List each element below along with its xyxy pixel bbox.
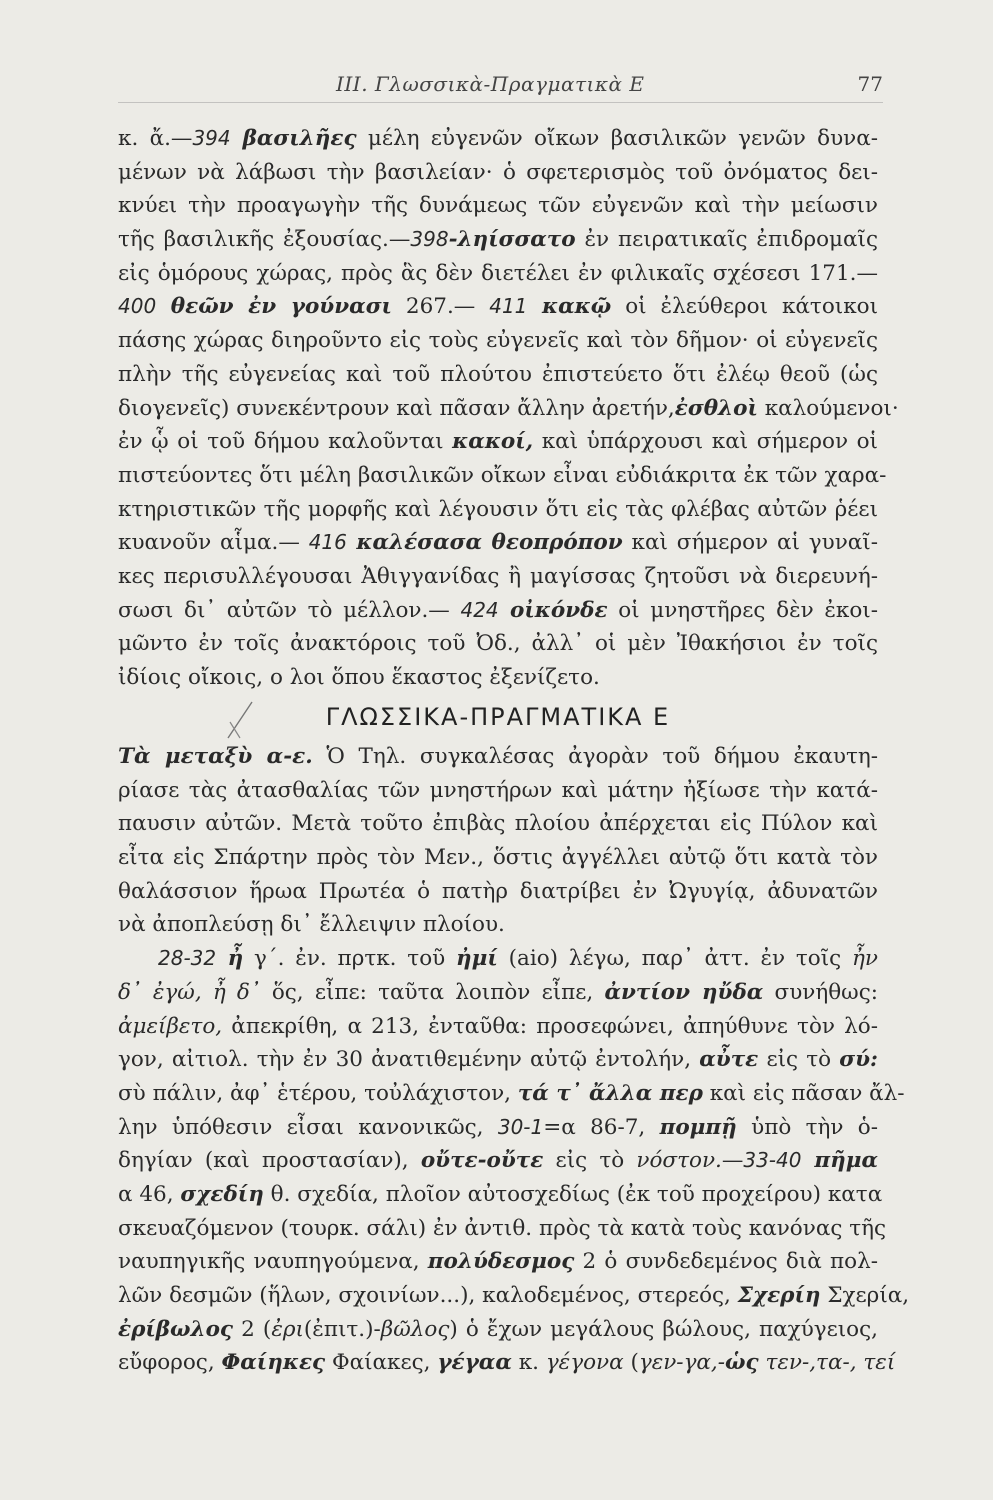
text-line bbox=[118, 1178, 883, 1212]
text-line bbox=[118, 774, 878, 808]
quoted-word: ἀμείβετο, bbox=[118, 1013, 223, 1039]
text-line bbox=[118, 459, 887, 493]
text-run: εὔφορος, bbox=[118, 1350, 222, 1376]
verse-number: 398 bbox=[410, 227, 449, 252]
text-run: οἱ ἐλεύθεροι κάτοικοι bbox=[611, 294, 879, 320]
text-line bbox=[118, 594, 878, 628]
text-line bbox=[118, 1010, 878, 1044]
text-run: κες περισυλλέγουσαι Ἀθιγγανίδας ἢ μαγίσσας ζητοῦσι νὰ διερευνή- bbox=[118, 563, 878, 589]
quoted-word: ἐρι bbox=[271, 1316, 304, 1342]
verse-number: 411 bbox=[489, 294, 528, 319]
verse-number: 424 bbox=[460, 597, 499, 622]
lemma: καλέσασα θεοπρόπον bbox=[346, 530, 623, 556]
text-run: ἐν ᾧ οἱ τοῦ δήμου καλοῦνται bbox=[118, 429, 453, 455]
text-line bbox=[118, 358, 878, 392]
text-line bbox=[118, 1043, 878, 1077]
text-run: σὺ πάλιν, ἀφ᾽ ἑτέρου, τοὐλάχιστον, bbox=[118, 1080, 518, 1106]
section-heading-text: ΓΛΩΣΣΙΚΑ-ΠΡΑΓΜΑΤΙΚΑ Ε bbox=[325, 703, 671, 731]
page-number: 77 bbox=[857, 72, 883, 96]
text-run: Ὁ Τηλ. συγκαλέσας ἀγορὰν τοῦ δήμου ἐκαυτη- bbox=[312, 744, 879, 769]
verse-number: 28-32 bbox=[158, 946, 217, 971]
header-title: III. Γλωσσικὰ-Πραγματικὰ Ε bbox=[336, 72, 645, 96]
text-run: θ. σχεδία, πλοῖον αὐτοσχεδίως (ἐκ τοῦ προχείρου) κατα bbox=[263, 1181, 883, 1207]
text-run: μῶντο ἐν τοῖς ἀνακτόροις τοῦ Ὀδ., ἀλλ᾽ οἱ μὲν Ἰθακήσιοι ἐν τοῖς bbox=[118, 631, 878, 657]
text-line bbox=[118, 290, 878, 324]
lemma: πομπῇ bbox=[659, 1114, 737, 1140]
text-line bbox=[118, 908, 878, 942]
text-line bbox=[118, 942, 878, 976]
text-line bbox=[118, 223, 878, 257]
lemma: Τὰ μεταξὺ α-ε. bbox=[118, 744, 313, 769]
lemma: κακῷ bbox=[527, 294, 612, 320]
header-rule bbox=[118, 102, 883, 103]
text-run: γον, αἰτιολ. τὴν ἐν 30 ἀνατιθεμένην αὐτῷ ἐντολήν, bbox=[118, 1047, 700, 1073]
text-run: συνήθως: bbox=[763, 979, 879, 1005]
text-run: καλούμενοι· bbox=[757, 395, 899, 421]
verse-number: 400 bbox=[118, 294, 157, 319]
text-line bbox=[118, 1144, 878, 1178]
text-run: γ΄. ἐν. πρτκ. τοῦ bbox=[243, 946, 457, 972]
verse-number: 416 bbox=[308, 530, 347, 555]
quoted-word: γέγονα bbox=[545, 1350, 624, 1376]
text-line bbox=[118, 740, 878, 774]
text-run: κ. ἄ.— bbox=[118, 126, 193, 151]
text-line bbox=[118, 526, 878, 560]
text-run: λῶν δεσμῶν (ἥλων, σχοινίων...), καλοδεμένος, στερεός, bbox=[118, 1283, 738, 1308]
text-run: εἶτα εἰς Σπάρτην πρὸς τὸν Μεν., ὅστις ἀγγέλλει αὐτῷ ὅτι κατὰ τὸν bbox=[118, 845, 878, 871]
text-line bbox=[118, 1346, 896, 1380]
text-run: μένων νὰ λάβωσι τὴν βασιλείαν· ὁ σφετερισμὸς τοῦ ὀνόματος δει- bbox=[118, 159, 878, 185]
lemma: αὖτε bbox=[699, 1047, 759, 1073]
text-run: =α 86-7, bbox=[543, 1114, 660, 1140]
text-run: δηγίαν (καὶ προστασίαν), bbox=[118, 1148, 421, 1174]
text-line bbox=[118, 392, 899, 426]
lemma: ἠμί bbox=[456, 946, 498, 972]
text-run: Φαίακες, bbox=[325, 1350, 438, 1376]
text-run: καὶ σήμερον αἱ γυναῖ- bbox=[622, 530, 878, 556]
text-run: 267.— bbox=[391, 294, 490, 320]
text-line bbox=[118, 425, 878, 459]
lemma: τά τ᾽ ἄλλα περ bbox=[517, 1080, 703, 1106]
quoted-word: νόστον. bbox=[636, 1148, 722, 1174]
text-run: σωσι δι᾽ αὐτῶν τὸ μέλλον.— bbox=[118, 597, 461, 623]
text-line bbox=[118, 841, 878, 875]
quoted-word: ἦν bbox=[852, 946, 878, 972]
text-run: κ. bbox=[511, 1350, 546, 1376]
lemma: οὔτε-οὔτε bbox=[420, 1148, 544, 1174]
lemma: Σχερίη bbox=[737, 1283, 821, 1308]
text-run: ) ὁ ἔχων μεγάλους βώλους, παχύγειος, bbox=[449, 1316, 878, 1342]
text-line bbox=[118, 189, 878, 223]
text-run: πάσης χώρας διηροῦντο εἰς τοὺς εὐγενεῖς καὶ τὸν δῆμον· οἱ εὐγενεῖς bbox=[118, 328, 878, 354]
text-run: α 46, bbox=[118, 1181, 181, 1207]
text-run: πλὴν τῆς εὐγενείας καὶ τοῦ πλούτου ἐπιστεύετο ὅτι ἐλέῳ θεοῦ (ὡς bbox=[118, 361, 878, 387]
lemma: σύ: bbox=[839, 1047, 878, 1073]
lemma: Φαίηκες bbox=[221, 1350, 326, 1376]
quoted-word: βῶλος bbox=[380, 1316, 450, 1342]
text-run: — bbox=[721, 1148, 744, 1174]
text-run: ρίασε τὰς ἀτασθαλίας τῶν μνηστήρων καὶ μάτην ἠξίωσε τὴν κατά- bbox=[118, 777, 878, 803]
text-line bbox=[118, 1111, 878, 1145]
text-run: σκευαζόμενον (τουρκ. σάλι) ἐν ἀντιθ. πρὸς τὰ κατὰ τοὺς κανόνας τῆς bbox=[118, 1215, 887, 1241]
text-run: Σχερία, bbox=[820, 1283, 910, 1308]
text-run: ( bbox=[623, 1350, 639, 1376]
text-line bbox=[118, 807, 878, 841]
text-run: παυσιν αὐτῶν. Μετὰ τοῦτο ἐπιβὰς πλοίου ἀπέρχεται εἰς Πύλον καὶ bbox=[118, 811, 878, 837]
text-run: τῆς βασιλικῆς ἐξουσίας.— bbox=[118, 227, 411, 253]
text-run: θαλάσσιον ἥρωα Πρωτέα ὁ πατὴρ διατρίβει ἐν Ὠγυγίᾳ, ἀδυνατῶν bbox=[118, 878, 878, 904]
commentary-section-2 bbox=[118, 740, 910, 1380]
section-heading bbox=[118, 703, 878, 737]
text-run: (ἐπιτ.)- bbox=[303, 1316, 381, 1342]
lemma: ἀντίον ηὔδα bbox=[604, 979, 764, 1005]
text-line bbox=[118, 1279, 910, 1313]
text-line bbox=[118, 976, 878, 1010]
text-run: καὶ ὑπάρχουσι καὶ σήμερον οἱ bbox=[533, 429, 878, 455]
text-run: οἱ μνηστῆρες δὲν ἐκοι- bbox=[607, 597, 878, 623]
text-run: διογενεῖς) συνεκέντρουν καὶ πᾶσαν ἄλλην ἀρετήν, bbox=[118, 395, 675, 421]
verse-number: 30-1 bbox=[497, 1114, 544, 1139]
text-line bbox=[118, 1245, 878, 1279]
text-run: καὶ εἰς πᾶσαν ἄλ- bbox=[702, 1080, 905, 1106]
text-run: ὅς, εἶπε: ταῦτα λοιπὸν εἶπε, bbox=[260, 979, 605, 1005]
text-run: κνύει τὴν προαγωγὴν τῆς δυνάμεως τῶν εὐγενῶν καὶ τὴν μείωσιν bbox=[118, 193, 878, 219]
text-line bbox=[118, 156, 878, 190]
text-run: (aio) λέγω, παρ᾽ ἀττ. ἐν τοῖς bbox=[497, 946, 853, 972]
text-line bbox=[118, 493, 878, 527]
lemma: πῆμα bbox=[801, 1148, 878, 1174]
quoted-word: δ᾽ ἐγώ, ἦ δ᾽ bbox=[118, 979, 261, 1005]
text-line bbox=[118, 122, 878, 156]
text-run: 2 ( bbox=[233, 1316, 272, 1342]
lemma: βασιλῆες bbox=[230, 126, 357, 151]
text-run: κυανοῦν αἷμα.— bbox=[118, 530, 309, 556]
lemma: κακοί, bbox=[452, 429, 534, 455]
quoted-word: τεν-,τα-, τεί bbox=[758, 1350, 896, 1376]
quoted-word: γεν-γα,- bbox=[638, 1350, 726, 1376]
lemma: ἦ bbox=[216, 946, 244, 972]
text-run: νὰ ἀποπλεύσῃ δι᾽ ἔλλειψιν πλοίου. bbox=[118, 912, 505, 938]
lemma: γέγαα bbox=[437, 1350, 512, 1376]
text-run: ἐν πειρατικαῖς ἐπιδρομαῖς bbox=[575, 227, 878, 253]
text-line bbox=[118, 1077, 905, 1111]
commentary-section-1 bbox=[118, 122, 899, 695]
text-line bbox=[118, 875, 878, 909]
lemma: ἐρίβωλος bbox=[118, 1316, 234, 1342]
text-run: μέλη εὐγενῶν οἴκων βασιλικῶν γενῶν δυνα- bbox=[356, 126, 878, 151]
text-line bbox=[118, 324, 878, 358]
lemma: ὡς bbox=[725, 1350, 759, 1376]
lemma: σχεδίη bbox=[180, 1181, 264, 1207]
lemma: οἰκόνδε bbox=[498, 597, 608, 623]
lemma: -ληίσσατο bbox=[448, 227, 576, 253]
text-run: ὑπὸ τὴν ὁ- bbox=[736, 1114, 879, 1140]
lemma: ἐσθλοὶ bbox=[674, 395, 758, 421]
verse-number: 394 bbox=[192, 126, 231, 150]
text-run: εἰς τὸ bbox=[543, 1148, 637, 1174]
lemma: θεῶν ἐν γούνασι bbox=[156, 294, 392, 320]
text-run: πιστεύοντες ὅτι μέλη βασιλικῶν οἴκων εἶναι εὐδιάκριτα ἐκ τῶν χαρα- bbox=[118, 462, 887, 488]
verse-number: 33-40 bbox=[743, 1148, 802, 1173]
text-run: ἰδίοις οἴκοις, ο λοι ὅπου ἕκαστος ἐξενίζετο. bbox=[118, 665, 600, 690]
text-run: κτηριστικῶν τῆς μορφῆς καὶ λέγουσιν ὅτι εἰς τὰς φλέβας αὐτῶν ῥέει bbox=[118, 496, 878, 522]
text-line bbox=[118, 1212, 887, 1246]
text-run: 2 ὁ συνδεδεμένος διὰ πολ- bbox=[574, 1249, 878, 1275]
text-line bbox=[118, 257, 878, 291]
text-run: λην ὑπόθεσιν εἶσαι κανονικῶς, bbox=[118, 1114, 498, 1140]
text-line bbox=[118, 661, 878, 695]
text-line bbox=[118, 627, 878, 661]
text-line bbox=[118, 1313, 878, 1347]
text-run: εἰς τὸ bbox=[758, 1047, 840, 1073]
text-run: εἰς ὁμόρους χώρας, πρὸς ἃς δὲν διετέλει ἐν φιλικαῖς σχέσεσι 171.— bbox=[118, 260, 878, 286]
running-header bbox=[118, 72, 883, 102]
text-run: ἀπεκρίθη, α 213, ἐνταῦθα: προσεφώνει, ἀπηύθυνε τὸν λό- bbox=[222, 1013, 878, 1039]
text-line bbox=[118, 560, 878, 594]
text-run: ναυπηγικῆς ναυπηγούμενα, bbox=[118, 1249, 428, 1275]
lemma: πολύδεσμος bbox=[427, 1249, 575, 1275]
